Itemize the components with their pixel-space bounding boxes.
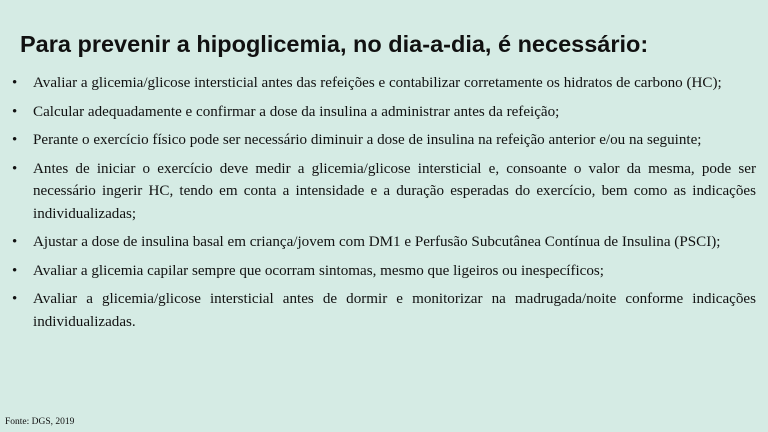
- bullet-text: Antes de iniciar o exercício deve medir a glicemia/glicose intersticial e, consoante o valor da mesma, pode ser necessário ingerir HC, tendo em conta a intensidade e a duração esperadas do exercício, bem como as indicações individualizadas;: [33, 160, 756, 222]
- list-item: [12, 231, 756, 254]
- bullet-icon: •: [12, 103, 18, 120]
- bullet-icon: •: [12, 75, 18, 91]
- bullet-text: Perante o exercício físico pode ser necessário diminuir a dose de insulina na refeição anterior e/ou na seguinte;: [33, 132, 702, 148]
- bullet-text: Avaliar a glicemia capilar sempre que ocorram sintomas, mesmo que ligeiros ou inespecíficos;: [33, 262, 604, 279]
- bullet-icon: •: [12, 132, 18, 148]
- bullet-text: Avaliar a glicemia/glicose intersticial antes de dormir e monitorizar na madrugada/noite conforme indicações individualizadas.: [33, 291, 756, 330]
- list-item: [12, 288, 756, 333]
- list-item: [12, 129, 756, 152]
- bullet-icon: •: [12, 262, 18, 279]
- bullet-icon: •: [12, 234, 18, 250]
- list-item: [12, 260, 756, 283]
- bullet-text: Calcular adequadamente e confirmar a dose da insulina a administrar antes da refeição;: [33, 103, 560, 120]
- slide-title: Para prevenir a hipoglicemia, no dia-a-dia, é necessário:: [20, 31, 649, 57]
- bullet-list: [12, 72, 756, 339]
- source-note: Fonte: DGS, 2019: [5, 417, 75, 427]
- bullet-icon: •: [12, 160, 18, 177]
- bullet-text: Avaliar a glicemia/glicose intersticial antes das refeições e contabilizar corretamente os hidratos de carbono (HC);: [33, 75, 722, 91]
- list-item: [12, 158, 756, 226]
- list-item: [12, 72, 756, 95]
- list-item: [12, 101, 756, 124]
- bullet-text: Ajustar a dose de insulina basal em criança/jovem com DM1 e Perfusão Subcutânea Contínua de Insulina (PSCI);: [33, 234, 721, 250]
- bullet-icon: •: [12, 291, 18, 307]
